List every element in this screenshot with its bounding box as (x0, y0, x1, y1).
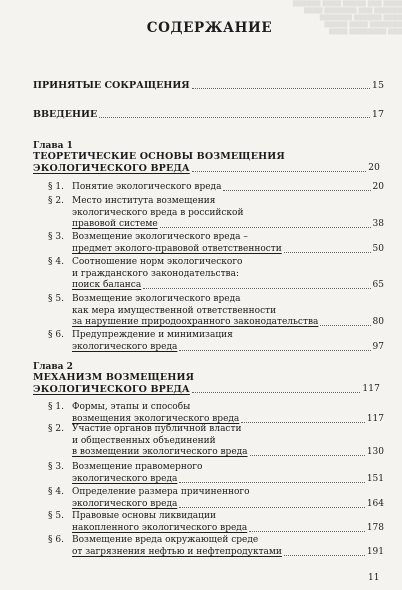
toc-section[interactable] (48, 535, 384, 559)
chapter-heading[interactable] (33, 372, 380, 395)
toc-section[interactable] (48, 511, 384, 535)
section-title-line: накопленного экологического вреда (72, 522, 248, 533)
section-number: § 1. (48, 182, 64, 192)
toc-entry-page: 117 (362, 383, 380, 394)
section-title-line: правовой системе (72, 219, 158, 229)
section-number: § 3. (48, 462, 64, 472)
leader-dots (284, 244, 371, 253)
section-number: § 6. (48, 535, 64, 545)
page-title: СОДЕРЖАНИЕ (146, 20, 273, 36)
toc-section[interactable] (48, 424, 384, 460)
leader-dots (284, 547, 365, 556)
section-number: § 1. (48, 402, 64, 412)
toc-entry-page: 15 (371, 80, 384, 91)
section-title-line: Место института возмещения (72, 196, 216, 206)
section-number: § 6. (48, 330, 64, 340)
section-number: § 4. (48, 257, 64, 267)
section-title-line: предмет эколого-правовой ответственности (72, 243, 282, 254)
chapter-title-line: МЕХАНИЗМ ВОЗМЕЩЕНИЯ (33, 372, 195, 383)
toc-section[interactable] (48, 402, 384, 426)
chapter-label: Глава 2 (33, 362, 73, 372)
toc-entry-abbreviations[interactable] (33, 80, 384, 92)
toc-entry-page: 191 (366, 546, 384, 557)
section-title-line: экологического вреда (72, 341, 178, 352)
toc-section[interactable] (48, 487, 384, 511)
chapter-title-line: ЭКОЛОГИЧЕСКОГО ВРЕДА (33, 162, 190, 174)
chapter-heading[interactable] (33, 151, 380, 174)
section-title-line: Понятие экологического вреда (72, 182, 222, 192)
leader-dots (179, 342, 370, 351)
section-title-line: в возмещении экологического вреда (72, 447, 248, 457)
section-title-line: Участие органов публичной власти (72, 424, 242, 434)
section-title-line: экологического вреда (72, 473, 178, 484)
toc-section[interactable] (48, 257, 384, 293)
leader-dots (160, 219, 371, 228)
section-title-line: как мера имущественной ответственности (72, 305, 277, 316)
leader-dots (223, 182, 370, 191)
leader-dots (179, 474, 364, 483)
toc-entry-page: 97 (372, 341, 384, 352)
toc-entry-title: ВВЕДЕНИЕ (33, 109, 98, 120)
leader-dots (143, 280, 370, 289)
toc-entry-page: 65 (372, 280, 384, 290)
section-title-line: от загрязнения нефтью и нефтепродуктами (72, 546, 282, 557)
toc-entry-page: 80 (372, 317, 384, 327)
toc-section[interactable] (48, 196, 384, 232)
toc-entry-title: ПРИНЯТЫЕ СОКРАЩЕНИЯ (33, 80, 190, 91)
toc-entry-introduction[interactable] (33, 109, 384, 121)
section-title-line: Возмещение правомерного (72, 462, 203, 472)
toc-entry-page: 20 (368, 162, 380, 173)
leader-dots (250, 447, 365, 456)
section-title-line: экологического вреда (72, 498, 178, 509)
toc-entry-page: 164 (366, 498, 384, 509)
bleed-through-text: ▇▇▇▇ ▇▇▇ ▇▇▇▇▇ ▇▇▇▇ ▇▇▇▇▇▇ ▇▇▇▇▇▇ ▇▇▇ ▇▇▇▇▇▇▇ ▇▇▇▇ ▇▇▇▇ ▇▇▇▇▇▇ ▇▇▇▇▇▇▇ ▇▇▇▇▇▇▇ ▇▇▇▇ ▇▇▇▇▇ ▇▇▇ ▇▇▇▇▇▇▇▇ ▇▇▇▇ (292, 0, 402, 35)
toc-entry-page: 20 (372, 182, 384, 192)
leader-dots (99, 109, 370, 118)
section-title-line: за нарушение природоохранного законодательства (72, 317, 319, 327)
leader-dots (179, 499, 364, 508)
section-title-line: Соотношение норм экологического (72, 257, 243, 267)
toc-entry-page: 130 (366, 447, 384, 457)
leader-dots (192, 80, 370, 89)
section-number: § 3. (48, 232, 64, 242)
chapter-title-line: ТЕОРЕТИЧЕСКИЕ ОСНОВЫ ВОЗМЕЩЕНИЯ (33, 151, 285, 162)
toc-entry-page: 117 (366, 413, 384, 424)
toc-entry-page: 178 (366, 522, 384, 533)
section-number: § 2. (48, 424, 64, 434)
section-title-line: Формы, этапы и способы (72, 402, 191, 412)
section-title-line: Возмещение вреда окружающей среде (72, 535, 259, 545)
toc-entry-page: 50 (372, 243, 384, 254)
leader-dots (192, 163, 366, 172)
leader-dots (249, 523, 365, 532)
section-number: § 4. (48, 487, 64, 497)
section-title-line: поиск баланса (72, 280, 142, 290)
section-number: § 5. (48, 511, 64, 521)
section-title-line: Предупреждение и минимизация (72, 330, 233, 340)
toc-section[interactable] (48, 330, 384, 354)
section-title-line: и общественных объединений (72, 435, 216, 446)
section-title-line: Определение размера причиненного (72, 487, 250, 497)
toc-entry-page: 151 (366, 473, 384, 484)
section-title-line: Возмещение экологического вреда – (72, 232, 248, 242)
page-number: 11 (368, 573, 380, 583)
section-title-line: возмещения экологического вреда (72, 413, 240, 424)
section-title-line: Возмещение экологического вреда (72, 294, 241, 304)
leader-dots (192, 384, 361, 393)
section-number: § 5. (48, 294, 64, 304)
toc-entry-page: 17 (371, 109, 384, 120)
toc-section[interactable] (48, 232, 384, 256)
leader-dots (320, 317, 370, 326)
section-title-line: экологического вреда в российской (72, 207, 244, 218)
chapter-label: Глава 1 (33, 141, 73, 151)
toc-entry-page: 38 (372, 219, 384, 229)
toc-section[interactable] (48, 294, 384, 330)
section-number: § 2. (48, 196, 64, 206)
leader-dots (241, 414, 365, 423)
toc-section[interactable] (48, 462, 384, 486)
section-title-line: Правовые основы ликвидации (72, 511, 216, 521)
section-title-line: и гражданского законодательства: (72, 268, 240, 279)
chapter-title-line: ЭКОЛОГИЧЕСКОГО ВРЕДА (33, 383, 190, 395)
